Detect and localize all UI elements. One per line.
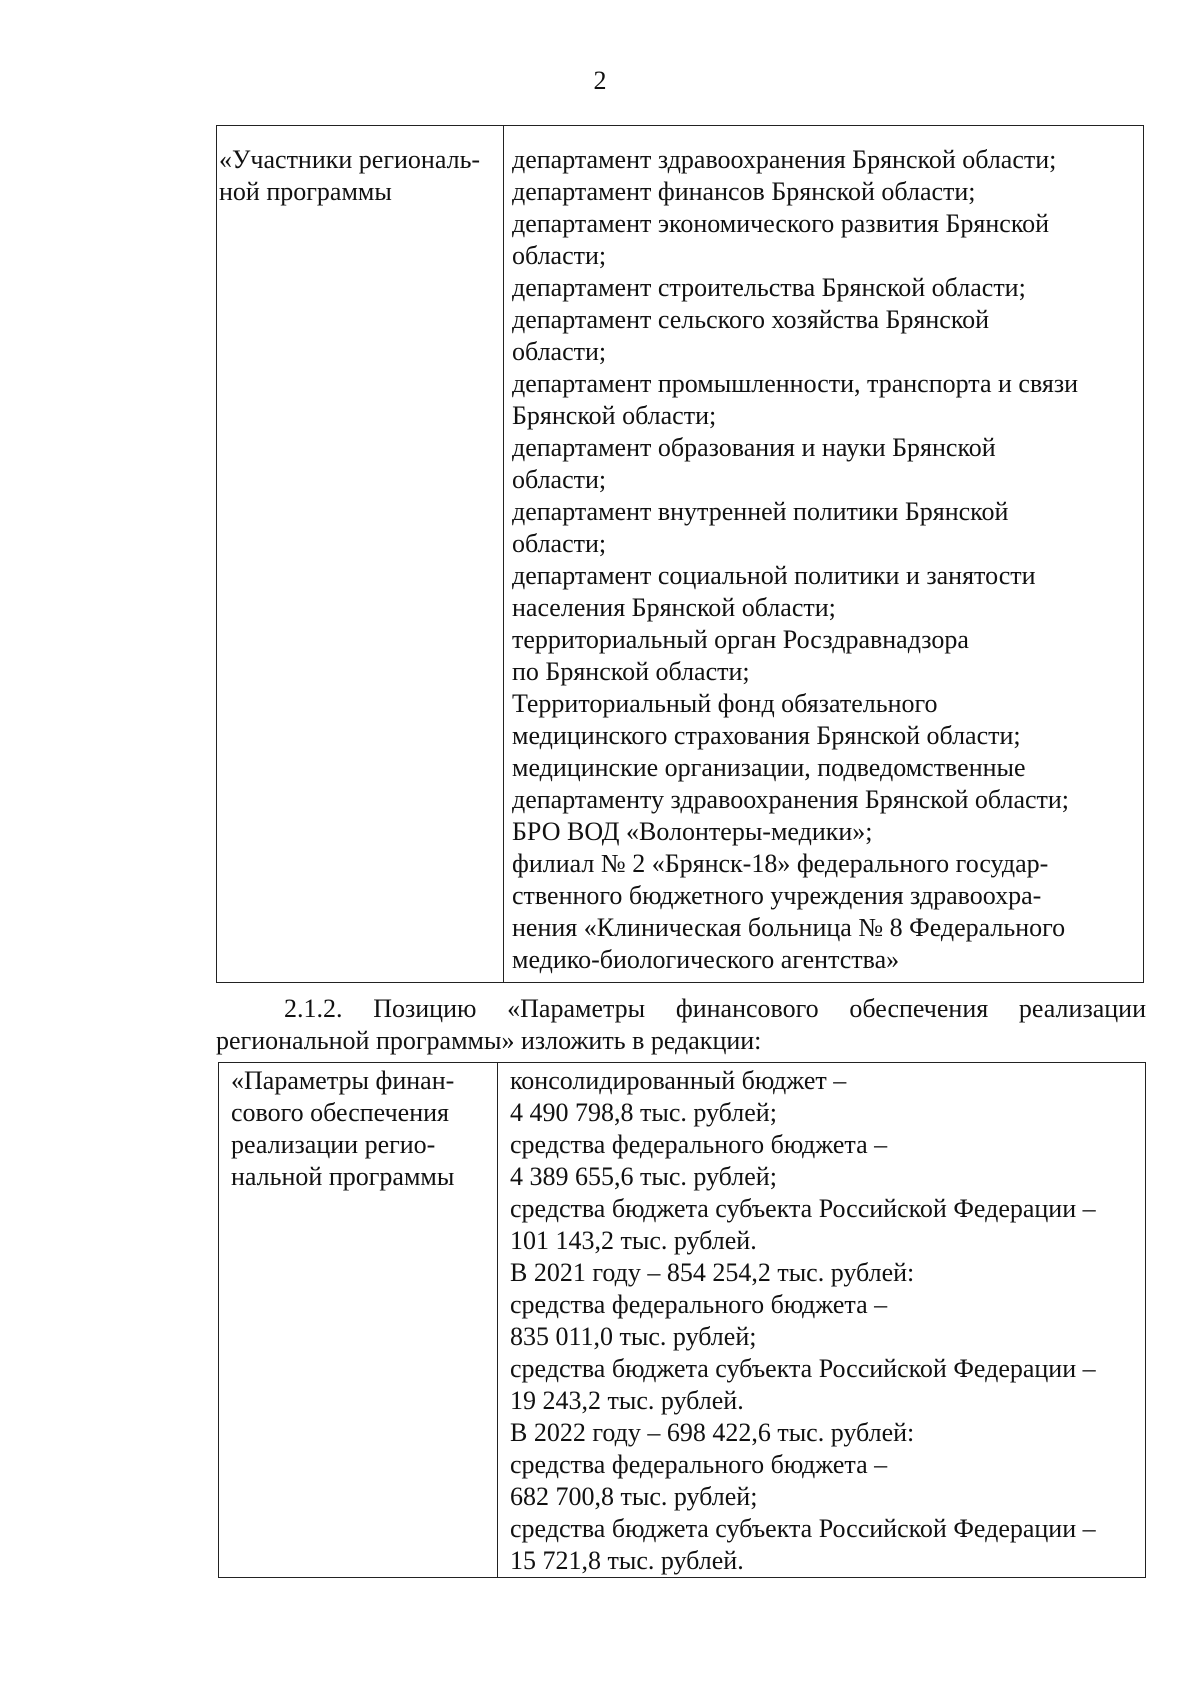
participant-line: департамент образования и науки Брянской — [512, 433, 996, 462]
participant-line: медико-биологического агентства» — [512, 945, 900, 974]
page-number: 2 — [593, 66, 607, 95]
financing-table — [218, 1062, 1146, 1578]
participant-line: медицинского страхования Брянской области; — [512, 721, 1021, 750]
financing-values-cell — [498, 1063, 1146, 1578]
participant-line: Территориальный фонд обязательного — [512, 689, 938, 718]
financing-line: средства федерального бюджета – — [510, 1130, 888, 1159]
financing-line: средства бюджета субъекта Российской Федерации – — [510, 1354, 1096, 1383]
financing-label-line: сового обеспечения — [231, 1098, 449, 1127]
participant-line: по Брянской области; — [512, 657, 750, 686]
paragraph-line: региональной программы» изложить в редакции: — [216, 1026, 762, 1055]
paragraph-line: 2.1.2. Позицию «Параметры финансового обеспечения реализации — [284, 994, 1146, 1023]
financing-label-line: реализации регио- — [231, 1130, 436, 1159]
participant-line: департамент промышленности, транспорта и связи — [512, 369, 1079, 398]
participant-line: территориальный орган Росздравнадзора — [512, 625, 969, 654]
financing-line: 682 700,8 тыс. рублей; — [510, 1482, 758, 1511]
financing-line: средства бюджета субъекта Российской Федерации – — [510, 1514, 1096, 1543]
financing-line: 101 143,2 тыс. рублей. — [510, 1226, 757, 1255]
participant-line: департамент экономического развития Брянской — [512, 209, 1050, 238]
financing-line: средства федерального бюджета – — [510, 1290, 888, 1319]
participant-line: департаменту здравоохранения Брянской области; — [512, 785, 1070, 814]
participant-line: ственного бюджетного учреждения здравоохра- — [512, 881, 1042, 910]
financing-line: 19 243,2 тыс. рублей. — [510, 1386, 744, 1415]
financing-line: средства бюджета субъекта Российской Федерации – — [510, 1194, 1096, 1223]
financing-line: В 2022 году – 698 422,6 тыс. рублей: — [510, 1418, 915, 1447]
financing-label-line: нальной программы — [231, 1162, 455, 1191]
financing-label-cell — [219, 1063, 498, 1578]
financing-line: 835 011,0 тыс. рублей; — [510, 1322, 757, 1351]
participants-label-cell — [217, 126, 504, 983]
participant-line: области; — [512, 337, 607, 366]
participant-line: Брянской области; — [512, 401, 717, 430]
amendment-paragraph — [216, 993, 1146, 1057]
financing-line: средства федерального бюджета – — [510, 1450, 888, 1479]
participant-line: департамент сельского хозяйства Брянской — [512, 305, 990, 334]
participant-line: населения Брянской области; — [512, 593, 836, 622]
participants-label-line: ной программы — [219, 177, 392, 206]
financing-line: 15 721,8 тыс. рублей. — [510, 1546, 744, 1575]
participant-line: департамент строительства Брянской области; — [512, 273, 1026, 302]
participants-table — [216, 125, 1144, 983]
participant-line: БРО ВОД «Волонтеры-медики»; — [512, 817, 873, 846]
participant-line: департамент социальной политики и занятости — [512, 561, 1036, 590]
participant-line: области; — [512, 241, 607, 270]
participants-list-cell — [504, 126, 1144, 983]
financing-line: 4 490 798,8 тыс. рублей; — [510, 1098, 777, 1127]
financing-line: В 2021 году – 854 254,2 тыс. рублей: — [510, 1258, 915, 1287]
participants-label-line: «Участники региональ- — [219, 145, 481, 174]
financing-label-line: «Параметры финан- — [231, 1066, 455, 1095]
participant-line: медицинские организации, подведомственные — [512, 753, 1026, 782]
financing-line: 4 389 655,6 тыс. рублей; — [510, 1162, 777, 1191]
participant-line: области; — [512, 529, 607, 558]
financing-line: консолидированный бюджет – — [510, 1066, 847, 1095]
participant-line: филиал № 2 «Брянск-18» федерального государ- — [512, 849, 1049, 878]
participant-line: области; — [512, 465, 607, 494]
participant-line: нения «Клиническая больница № 8 Федерального — [512, 913, 1066, 942]
participant-line: департамент внутренней политики Брянской — [512, 497, 1009, 526]
participant-line: департамент финансов Брянской области; — [512, 177, 976, 206]
participant-line: департамент здравоохранения Брянской области; — [512, 145, 1057, 174]
